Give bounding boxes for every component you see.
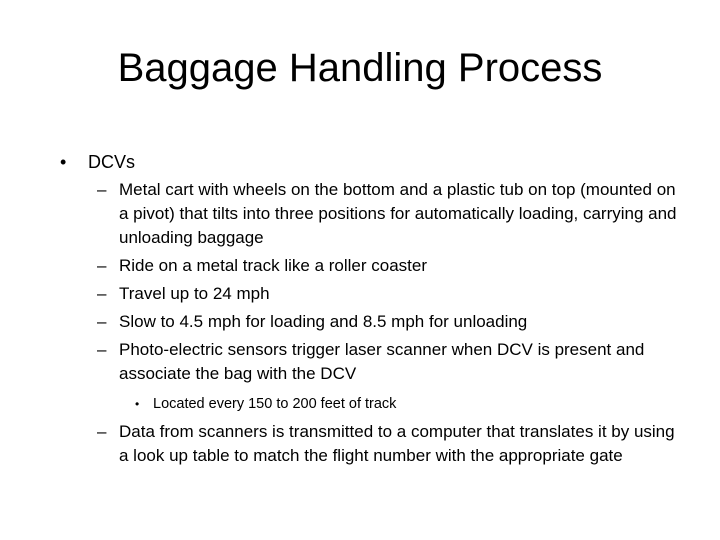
sub-bullet-text: Data from scanners is transmitted to a computer that translates it by using a look up table to match the flight number with the appropriate gate <box>119 422 675 465</box>
nested-bullet-text: Located every 150 to 200 feet of track <box>153 396 397 412</box>
sub-bullet <box>97 338 679 386</box>
dash-marker: – <box>97 180 107 199</box>
nested-bullet <box>135 394 720 414</box>
sub-bullet-text: Metal cart with wheels on the bottom and a plastic tub on top (mounted on a pivot) that tilts into three positions for automatically loading, carrying and unloading baggage <box>119 180 677 247</box>
sub-bullet <box>97 282 679 306</box>
slide-body <box>0 150 720 468</box>
sub-bullet-text: Slow to 4.5 mph for loading and 8.5 mph for unloading <box>119 312 528 331</box>
bullet-dcvs <box>60 150 720 174</box>
bullet-marker: • <box>60 152 67 172</box>
dash-marker: – <box>97 422 107 441</box>
sub-bullet <box>97 420 679 468</box>
dash-marker: – <box>97 340 107 359</box>
sub-bullet <box>97 178 679 250</box>
sub-bullet-text: Travel up to 24 mph <box>119 284 270 303</box>
sub-bullet-text: Photo-electric sensors trigger laser scanner when DCV is present and associate the bag with the DCV <box>119 340 645 383</box>
dash-marker: – <box>97 256 107 275</box>
bullet-text: DCVs <box>88 152 136 172</box>
nested-bullet-marker: • <box>135 397 140 411</box>
sub-bullet <box>97 254 679 278</box>
sub-bullet-text: Ride on a metal track like a roller coaster <box>119 256 428 275</box>
sub-bullet <box>97 310 679 334</box>
dash-marker: – <box>97 312 107 331</box>
slide-title: Baggage Handling Process <box>117 46 603 90</box>
dash-marker: – <box>97 284 107 303</box>
